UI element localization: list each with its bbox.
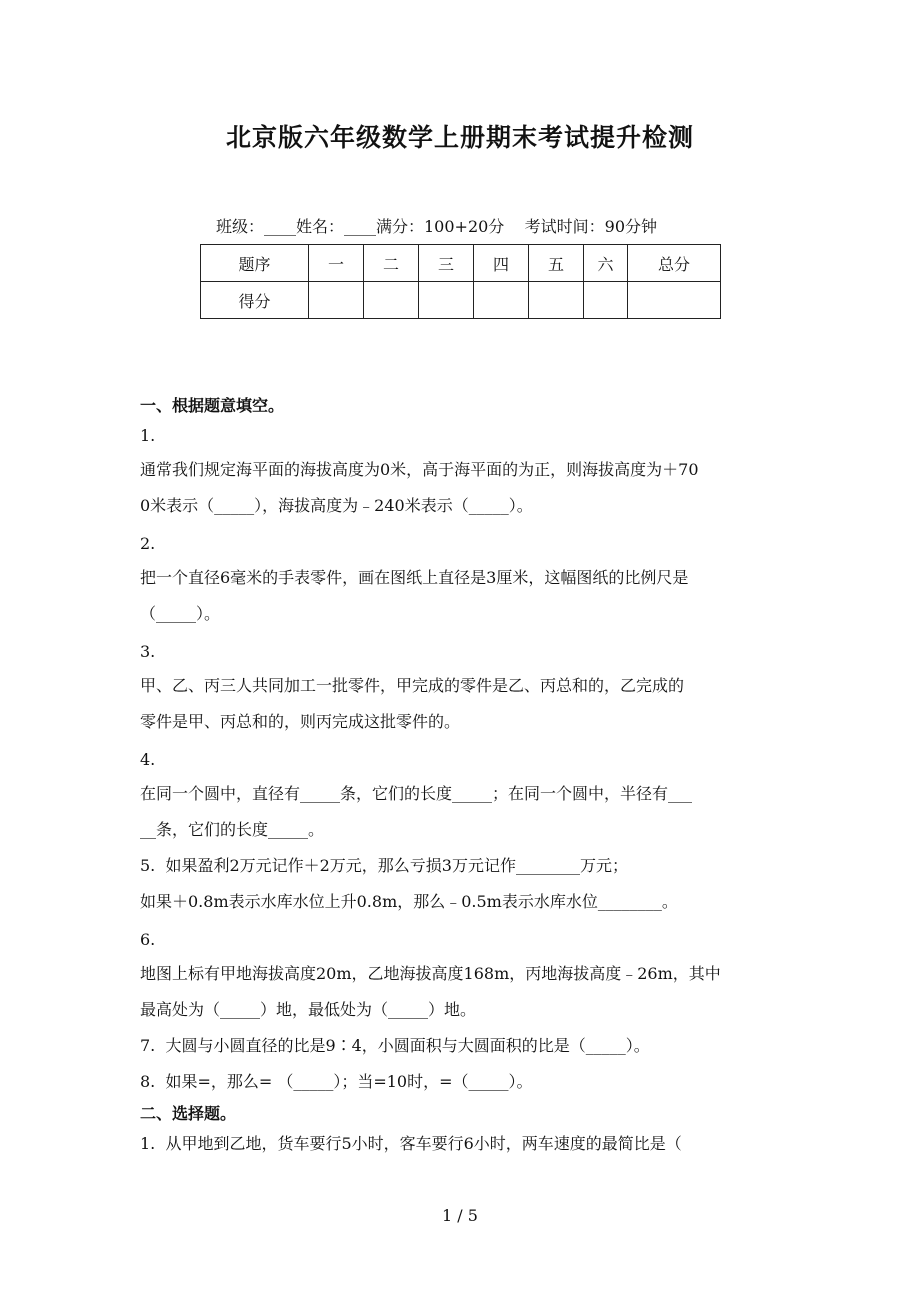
- score-cell: [584, 282, 628, 319]
- page-title: 北京版六年级数学上册期末考试提升检测: [225, 123, 694, 152]
- header-cell: 一: [309, 245, 364, 282]
- question-text: 甲、乙、丙三人共同加工一批零件，甲完成的零件是乙、丙总和的，乙完成的: [140, 676, 685, 695]
- question-text: __条，它们的长度_____。: [140, 820, 325, 839]
- score-cell: [529, 282, 584, 319]
- header-cell: 题序: [201, 245, 309, 282]
- question-text: 0米表示（_____），海拔高度为﹣240米表示（_____）。: [140, 496, 533, 515]
- header-cell: 二: [364, 245, 419, 282]
- score-table-header-row: [201, 245, 721, 282]
- section-heading-fill-blank: 一、根据题意填空。: [140, 396, 285, 415]
- question-text: 地图上标有甲地海拔高度20m，乙地海拔高度168m，丙地海拔高度﹣26m，其中: [140, 964, 721, 983]
- question-text: 最高处为（_____）地，最低处为（_____）地。: [140, 1000, 477, 1019]
- score-table: [200, 244, 721, 319]
- score-cell: [628, 282, 721, 319]
- question-text: 5. 如果盈利2万元记作＋2万元，那么亏损3万元记作________万元；: [140, 856, 628, 875]
- header-cell: 五: [529, 245, 584, 282]
- question-text: 零件是甲、丙总和的，则丙完成这批零件的。: [140, 712, 461, 731]
- question-text: 7. 大圆与小圆直径的比是9∶4，小圆面积与大圆面积的比是（_____）。: [140, 1036, 650, 1055]
- score-table-score-row: [201, 282, 721, 319]
- question-text: 8. 如果=，那么= （_____）；当=10时，=（_____）。: [140, 1072, 533, 1091]
- question-number: 4.: [140, 750, 156, 769]
- question-number: 2.: [140, 534, 156, 553]
- question-text: 如果＋0.8m表示水库水位上升0.8m，那么﹣0.5m表示水库水位________。: [140, 892, 678, 911]
- question-text: （_____）。: [140, 604, 221, 623]
- page-number: 1 / 5: [442, 1206, 478, 1225]
- score-cell: [474, 282, 529, 319]
- question-text: 在同一个圆中，直径有_____条，它们的长度_____；在同一个圆中，半径有___: [140, 784, 693, 803]
- score-cell: [309, 282, 364, 319]
- header-cell: 六: [584, 245, 628, 282]
- question-text: 通常我们规定海平面的海拔高度为0米，高于海平面的为正，则海拔高度为＋70: [140, 460, 699, 479]
- section-heading-choice: 二、选择题。: [140, 1104, 237, 1123]
- header-cell: 总分: [628, 245, 721, 282]
- score-cell: [364, 282, 419, 319]
- question-number: 3.: [140, 642, 156, 661]
- score-cell: [419, 282, 474, 319]
- question-text: 把一个直径6毫米的手表零件，画在图纸上直径是3厘米，这幅图纸的比例尺是: [140, 568, 689, 587]
- header-cell: 三: [419, 245, 474, 282]
- question-number: 1.: [140, 426, 156, 445]
- header-cell: 四: [474, 245, 529, 282]
- question-text: 1. 从甲地到乙地，货车要行5小时，客车要行6小时，两车速度的最简比是（: [140, 1134, 682, 1153]
- question-number: 6.: [140, 930, 156, 949]
- exam-info: 班级：____姓名：____满分：100+20分 考试时间：90分钟: [216, 217, 658, 236]
- row-label-cell: 得分: [201, 282, 309, 319]
